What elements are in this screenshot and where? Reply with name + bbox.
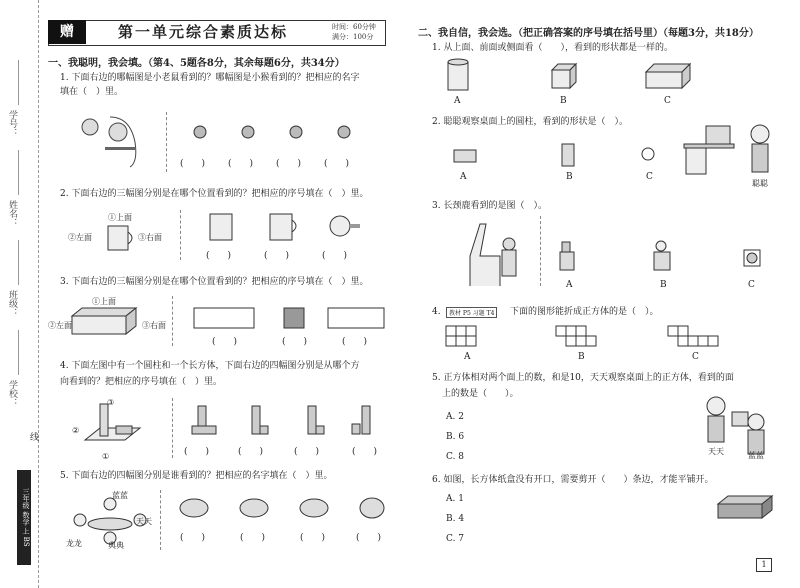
- congcong-desk-illustration: [680, 120, 775, 180]
- q1-divider: [166, 112, 167, 172]
- congcong-label: 聪聪: [752, 179, 768, 188]
- q2-right-label: ③右面: [138, 233, 162, 242]
- section2-heading: 二、我自信，我会选。（把正确答案的序号填在括号里）（每题3分，共18分）: [418, 28, 759, 39]
- q4-answer-3[interactable]: ( ): [294, 447, 320, 457]
- q3-right-label: ③右面: [142, 321, 166, 330]
- r-q2-label-c: C: [646, 172, 653, 182]
- school-line: [18, 330, 19, 375]
- q2-answer-3[interactable]: ( ): [322, 251, 348, 261]
- school-label: 学校：: [7, 380, 17, 407]
- r-q5-option-a[interactable]: A. 2: [446, 412, 464, 422]
- q4-view-images: [190, 404, 390, 438]
- q4-answer-4[interactable]: ( ): [352, 447, 378, 457]
- q1-view-images: [190, 122, 370, 142]
- name-longlong: 龙龙: [66, 539, 82, 548]
- q1-line2: 填在（ ）里。: [60, 87, 124, 97]
- textbook-tag: 教材 P5 习题 T4: [446, 307, 497, 318]
- q4-label-3: ③: [107, 398, 115, 407]
- name-line: [18, 150, 19, 195]
- r-q6-option-b[interactable]: B. 4: [446, 514, 465, 524]
- page-number: 1: [756, 558, 772, 572]
- q3-top-label: ①上面: [92, 297, 116, 306]
- r-q6-option-c[interactable]: C. 7: [446, 534, 465, 544]
- r-q2-shapes: [452, 142, 662, 168]
- r-q4-text: 下面的图形能折成正方体的是（ ）。: [510, 307, 659, 317]
- r-q2-label-b: B: [566, 172, 573, 182]
- q2-divider: [180, 210, 181, 260]
- r-q4-nets: [446, 324, 746, 352]
- q5-answer-2[interactable]: ( ): [240, 533, 266, 543]
- r-q6-text: 6. 如图，长方体纸盒没有开口，需要剪开（ ）条边，才能平铺开。: [432, 475, 714, 485]
- r-q3-label-a: A: [566, 280, 573, 290]
- name-tiantian-r: 天天: [708, 447, 724, 456]
- r-q1-text: 1. 从上面、前面或侧面看（ ），看到的形状都是一样的。: [432, 43, 673, 53]
- q1-answer-4[interactable]: ( ): [324, 159, 350, 169]
- q4-line1: 4. 下面左图中有一个圆柱和一个长方体，下面右边的四幅图分别是从哪个方: [60, 361, 360, 371]
- page-title: 第一单元综合素质达标: [118, 23, 289, 41]
- grade-badge: 三年级 数学 上 BS: [17, 470, 31, 565]
- q1-answer-2[interactable]: ( ): [228, 159, 254, 169]
- name-diandian: 典典: [108, 541, 124, 550]
- cuboid-icon: [70, 306, 140, 336]
- cup-icon: [106, 224, 136, 252]
- q2-top-label: ①上面: [108, 213, 132, 222]
- name-label: 姓名：: [7, 200, 17, 227]
- r-q3-label-c: C: [748, 280, 755, 290]
- r-q1-label-c: C: [664, 96, 671, 106]
- r-q5-option-b[interactable]: B. 6: [446, 432, 465, 442]
- name-lanlan: 蓝蓝: [112, 491, 128, 500]
- gift-label: 赠: [48, 20, 86, 44]
- q1-line1: 1. 下面右边的哪幅图是小老鼠看到的？哪幅图是小猴看到的？把相应的名字: [60, 73, 360, 83]
- r-q5-line2: 上的数是（ ）。: [442, 389, 519, 399]
- r-q3-divider: [540, 216, 541, 286]
- r-q3-text: 3. 长颈鹿看到的是图（ ）。: [432, 201, 547, 211]
- section1-heading: 一、我聪明，我会填。（第4、5题各8分，其余每题6分，共34分）: [48, 58, 345, 69]
- q2-left-label: ②左面: [68, 233, 92, 242]
- q3-answer-1[interactable]: ( ): [212, 337, 238, 347]
- q5-divider: [160, 490, 161, 550]
- q5-duck-views: [178, 496, 388, 520]
- q2-answer-2[interactable]: ( ): [264, 251, 290, 261]
- r-q4-label-a: A: [464, 352, 471, 362]
- q4-line2: 向看到的？把相应的序号填在（ ）里。: [60, 377, 223, 387]
- class-label: 班级：: [7, 290, 17, 317]
- r-q2-label-a: A: [460, 172, 467, 182]
- q4-label-1: ①: [102, 452, 110, 461]
- q5-answer-3[interactable]: ( ): [300, 533, 326, 543]
- cut-line-text: 线: [30, 433, 40, 443]
- q2-answer-1[interactable]: ( ): [206, 251, 232, 261]
- mouse-monkey-illustration: [70, 112, 160, 167]
- class-line: [18, 240, 19, 285]
- r-q4-label-c: C: [692, 352, 699, 362]
- q3-answer-3[interactable]: ( ): [342, 337, 368, 347]
- r-q4-prefix: 4.: [432, 307, 441, 317]
- q3-divider: [172, 296, 173, 346]
- q3-text: 3. 下面右边的三幅图分别是在哪个位置看到的？把相应的序号填在（ ）里。: [60, 277, 369, 287]
- paper-box-icon: [716, 494, 776, 520]
- q3-answer-2[interactable]: ( ): [282, 337, 308, 347]
- r-q2-text: 2. 聪聪观察桌面上的圆柱，看到的形状是（ ）。: [432, 117, 628, 127]
- name-lanlan-r: 蓝蓝: [748, 451, 764, 460]
- r-q1-label-b: B: [560, 96, 567, 106]
- q5-text: 5. 下面右边的四幅图分别是谁看到的？把相应的名字填在（ ）里。: [60, 471, 333, 481]
- q5-answer-4[interactable]: ( ): [356, 533, 382, 543]
- r-q3-label-b: B: [660, 280, 667, 290]
- time-label: 时间：60分钟: [332, 23, 376, 31]
- q4-divider: [172, 398, 173, 458]
- r-q6-option-a[interactable]: A. 1: [446, 494, 464, 504]
- q1-answer-3[interactable]: ( ): [276, 159, 302, 169]
- name-tiantian: 天天: [136, 517, 152, 526]
- q4-answer-2[interactable]: ( ): [238, 447, 264, 457]
- score-label: 满分：100分: [332, 33, 374, 41]
- q4-label-2: ②: [72, 426, 80, 435]
- cylinder-cuboid-icon: [80, 400, 150, 450]
- r-q4-label-b: B: [578, 352, 585, 362]
- q5-answer-1[interactable]: ( ): [180, 533, 206, 543]
- r-q1-label-a: A: [454, 96, 461, 106]
- r-q3-shapes: [558, 238, 768, 272]
- q2-view-images: [208, 212, 358, 242]
- q3-view-images: [192, 306, 392, 330]
- q2-text: 2. 下面右边的三幅图分别是在哪个位置看到的？把相应的序号填在（ ）里。: [60, 189, 369, 199]
- q1-answer-1[interactable]: ( ): [180, 159, 206, 169]
- r-q5-option-c[interactable]: C. 8: [446, 452, 465, 462]
- giraffe-illustration: [440, 216, 530, 292]
- q4-answer-1[interactable]: ( ): [184, 447, 210, 457]
- student-id-label: 学号：: [7, 110, 17, 137]
- r-q1-shapes: [446, 58, 696, 94]
- q3-left-label: ②左面: [48, 321, 72, 330]
- id-line: [18, 60, 19, 105]
- r-q5-line1: 5. 正方体相对两个面上的数，和是10，天天观察桌面上的正方体，看到的面: [432, 373, 734, 383]
